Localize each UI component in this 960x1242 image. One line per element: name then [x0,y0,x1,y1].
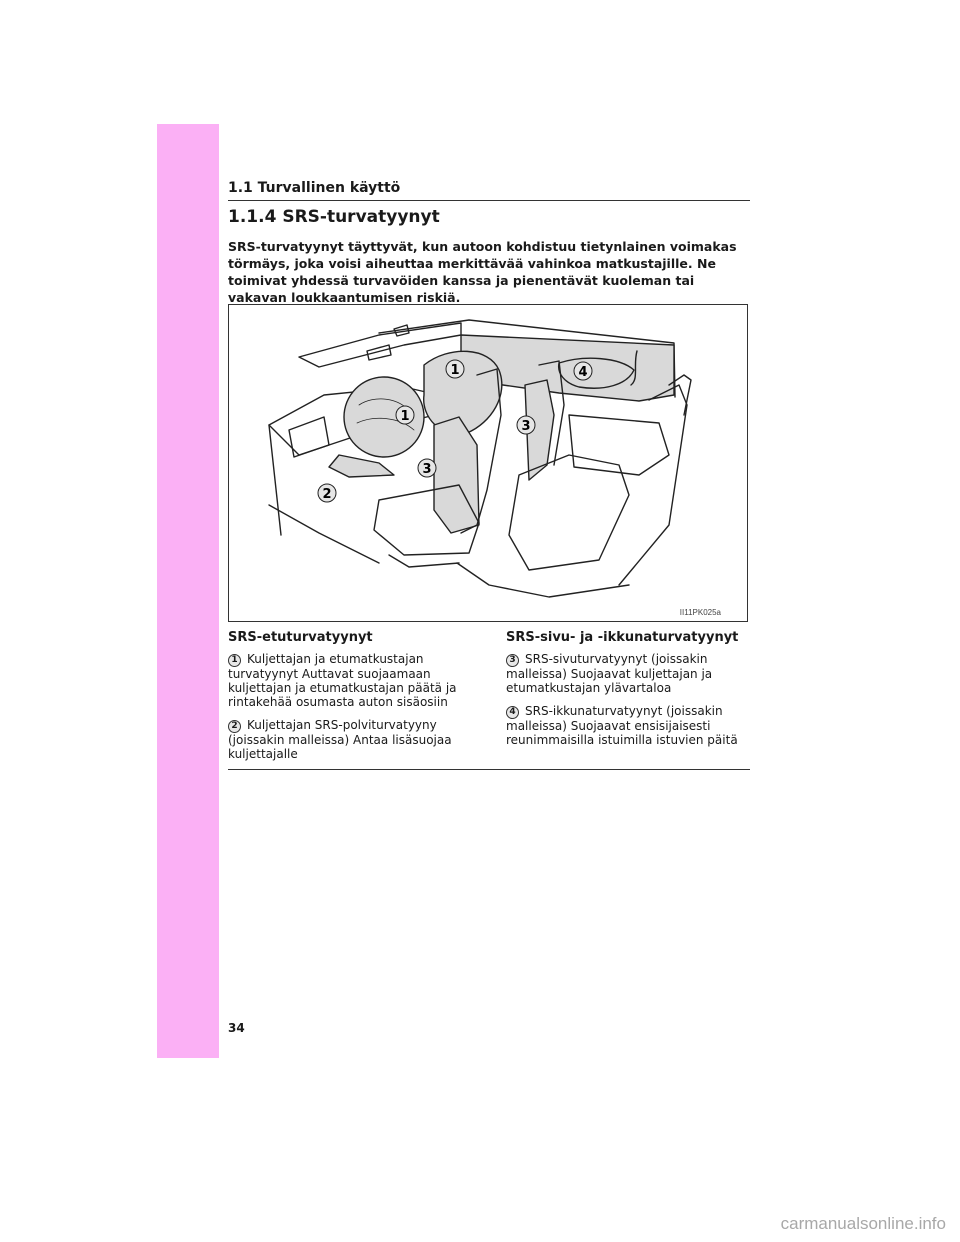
airbag-illustration [228,304,748,622]
left-column-heading: SRS-etuturvatyynyt [228,630,373,645]
callout-1-driver [396,406,414,424]
callout-label: 3 [521,419,531,434]
rear-door [619,385,687,585]
section-header: 1.1 Turvallinen käyttö [228,180,401,196]
left-column [228,631,466,770]
item-text: SRS-sivuturvatyynyt (joissakin malleissa) Suojaavat kuljettajan ja etumatkustajan ylävartaloa [506,652,713,695]
item-number-badge: 3 [506,654,519,667]
door-pillar [269,425,281,535]
intro-paragraph: SRS-turvatyynyt täyttyvät, kun autoon kohdistuu tietynlainen voimakas törmäys, joka voisi aiheuttaa merkittävää vahinkoa matkustajille. Ne toimivat yhdessä turvavöiden kanssa ja pienentävät kuoleman tai vakavan loukkaantumisen riskiä. [228,239,737,305]
figure-code: II11PK025a [679,608,721,617]
right-column [506,631,744,756]
page-number: 34 [228,1021,245,1035]
car-interior-drawing [229,305,747,621]
callout-2-knee [318,484,336,502]
door-sill [269,505,379,563]
item-text: Kuljettajan SRS-polviturvatyyny (joissakin malleissa) Antaa lisäsuojaa kuljettajalle [228,718,452,761]
driver-seat-side-airbag [434,417,479,533]
item-number-badge: 1 [228,654,241,667]
page-title: 1.1.4 SRS-turvatyynyt [228,207,440,227]
rear-view-mirror [367,345,391,360]
bottom-rule [228,769,750,770]
callout-1-passenger [446,360,464,378]
callout-3-passenger-side [517,416,535,434]
item-number-badge: 4 [506,706,519,719]
callout-label: 4 [578,365,588,380]
seat-rail [389,555,459,567]
item-number-badge: 2 [228,720,241,733]
callout-label: 2 [322,487,332,502]
knee-airbag-shape [329,455,394,477]
right-column-heading: SRS-sivu- ja -ikkunaturvatyynyt [506,630,739,645]
list-item [506,704,744,747]
callout-label: 1 [400,409,410,424]
list-item [228,652,466,709]
side-tab [157,124,219,1058]
callout-4-curtain [574,362,592,380]
item-text: SRS-ikkunaturvatyynyt (joissakin malleissa) Suojaavat ensisijaisesti reunimmaisilla istuimilla istuvien päitä [506,704,738,747]
item-text: Kuljettajan ja etumatkustajan turvatyynyt Auttavat suojaamaan kuljettajan ja etumatkustajan päätä ja rintakehää osumasta auton sisäosiin [228,652,457,709]
callout-3-driver-side [418,459,436,477]
callout-label: 1 [450,363,460,378]
list-item [506,652,744,695]
watermark: carmanualsonline.info [780,1214,946,1233]
list-item [228,718,466,761]
callout-label: 3 [422,462,432,477]
header-rule [228,200,750,201]
